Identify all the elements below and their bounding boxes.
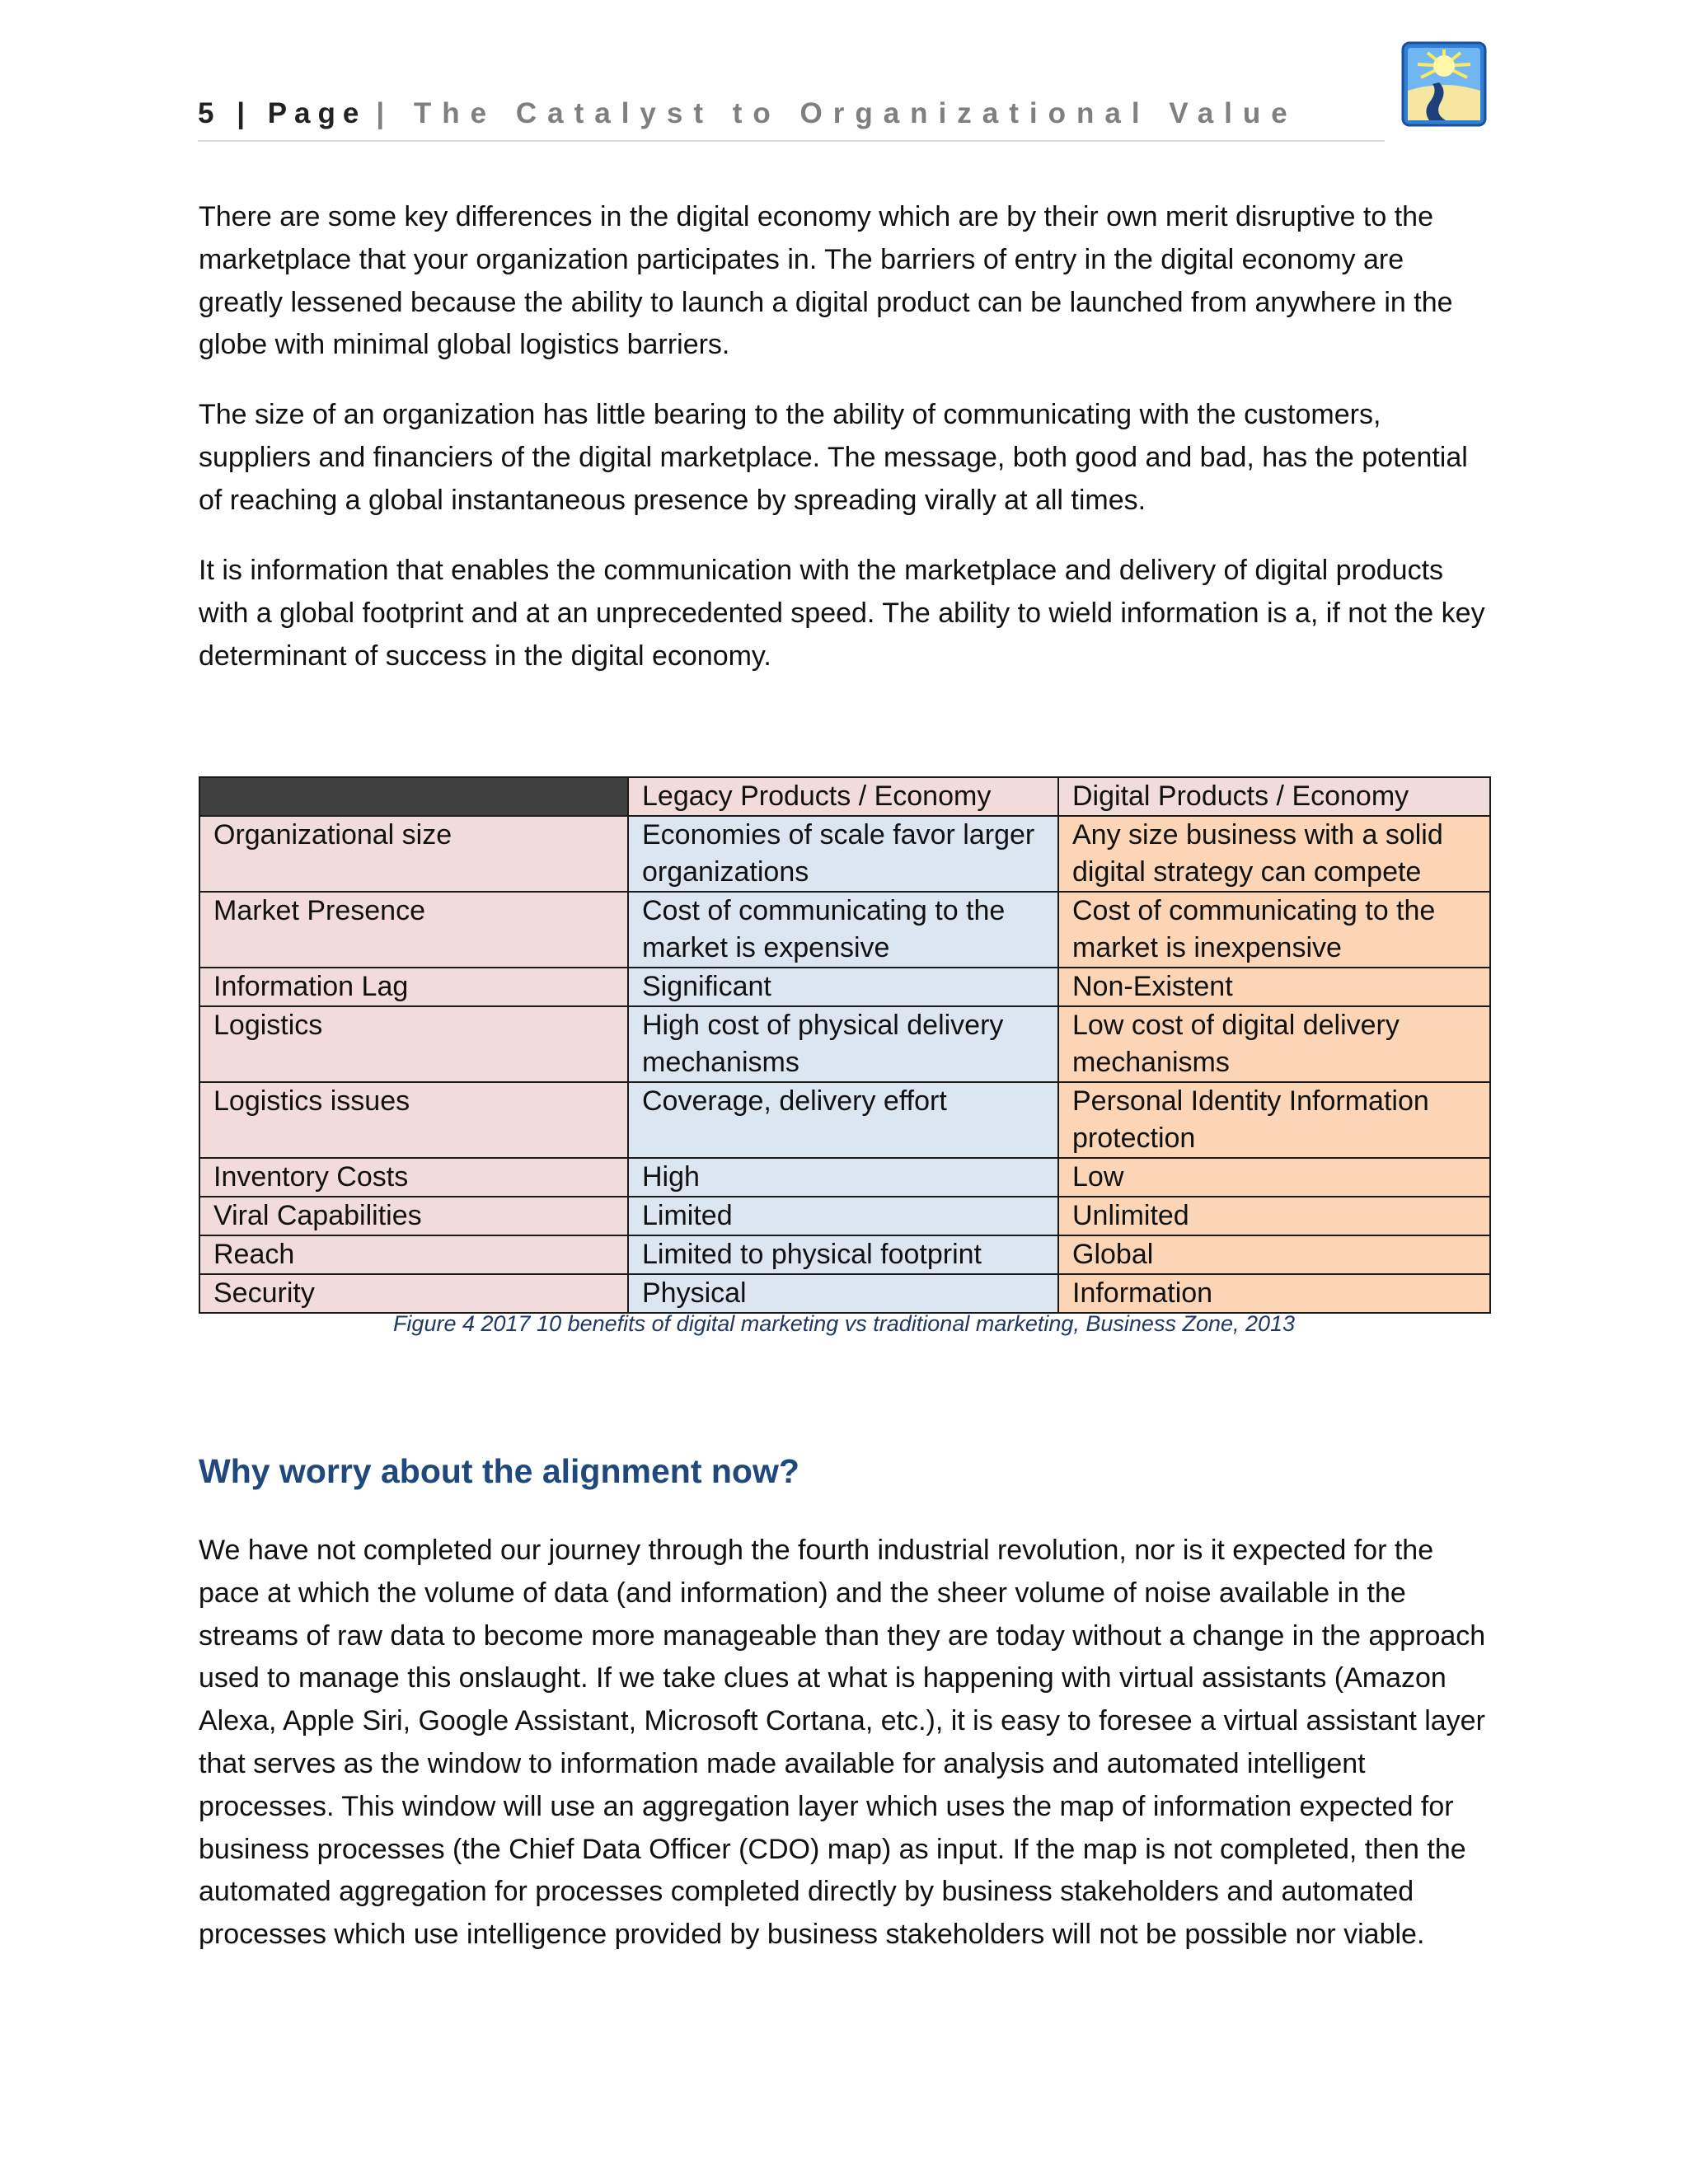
row-label: Inventory Costs: [199, 1158, 628, 1197]
sunrise-road-logo-icon: [1401, 41, 1487, 127]
table-row: [199, 1158, 1490, 1197]
legacy-column-header: Legacy Products / Economy: [628, 777, 1058, 816]
digital-column-header: Digital Products / Economy: [1058, 777, 1490, 816]
legacy-cell: Significant: [628, 968, 1058, 1006]
table-corner-cell: [199, 777, 628, 816]
section-body-paragraph: We have not completed our journey through the fourth industrial revolution, nor is it expected for the pace at which the volume of data (and information) and the sheer volume of noise available in the streams of raw data to become more manageable than they are today without a change in the approach used to manage this onslaught. If we take clues at what is happening with virtual assistants (Amazon Alexa, Apple Siri, Google Assistant, Microsoft Cortana, etc.), it is easy to foresee a virtual assistant layer that serves as the window to information made available for analysis and automated intelligent processes. This window will use an aggregation layer which uses the map of information expected for business processes (the Chief Data Officer (CDO) map) as input. If the map is not completed, then the automated aggregation for processes completed directly by business stakeholders and automated processes which use intelligence provided by business stakeholders will not be possible nor viable.: [199, 1535, 1486, 1951]
digital-cell: Information: [1058, 1274, 1490, 1313]
legacy-cell: Economies of scale favor larger organizations: [628, 816, 1058, 892]
digital-cell: Global: [1058, 1235, 1490, 1274]
row-label: Viral Capabilities: [199, 1197, 628, 1235]
digital-cell: Cost of communicating to the market is inexpensive: [1058, 892, 1490, 968]
digital-cell: Non-Existent: [1058, 968, 1490, 1006]
table-row: [199, 816, 1490, 892]
row-label: Logistics issues: [199, 1082, 628, 1158]
digital-cell: Low cost of digital delivery mechanisms: [1058, 1006, 1490, 1082]
legacy-cell: Cost of communicating to the market is expensive: [628, 892, 1058, 968]
legacy-cell: High: [628, 1158, 1058, 1197]
intro-paragraph-3: It is information that enables the communication with the marketplace and delivery of digital products with a global footprint and at an unprecedented speed. The ability to wield information is a, if not the key determinant of success in the digital economy.: [199, 555, 1485, 672]
page-header: [198, 97, 1385, 142]
row-label: Security: [199, 1274, 628, 1313]
legacy-cell: Coverage, delivery effort: [628, 1082, 1058, 1158]
legacy-vs-digital-table: [199, 776, 1491, 1314]
legacy-cell: High cost of physical delivery mechanisms: [628, 1006, 1058, 1082]
digital-cell: Unlimited: [1058, 1197, 1490, 1235]
header-text: [198, 97, 1298, 130]
legacy-cell: Physical: [628, 1274, 1058, 1313]
table-header-row: [199, 777, 1490, 816]
table-row: [199, 1274, 1490, 1313]
digital-cell: Low: [1058, 1158, 1490, 1197]
figure-caption: Figure 4 2017 10 benefits of digital marketing vs traditional marketing, Business Zone, 2013: [392, 1311, 1296, 1336]
table-row: [199, 892, 1490, 968]
row-label: Market Presence: [199, 892, 628, 968]
intro-paragraph-2: The size of an organization has little bearing to the ability of communicating with the customers, suppliers and financiers of the digital marketplace. The message, both good and bad, has the potential of reaching a global instantaneous presence by spreading virally at all times.: [199, 399, 1468, 516]
digital-cell: Personal Identity Information protection: [1058, 1082, 1490, 1158]
intro-paragraph-1: There are some key differences in the digital economy which are by their own merit disruptive to the marketplace that your organization participates in. The barriers of entry in the digital economy are greatly lessened because the ability to launch a digital product can be launched from anywhere in the globe with minimal global logistics barriers.: [199, 201, 1453, 361]
row-label: Information Lag: [199, 968, 628, 1006]
table-row: [199, 1235, 1490, 1274]
section-heading: Why worry about the alignment now?: [199, 1452, 799, 1490]
table-row: [199, 1197, 1490, 1235]
table-row: [199, 968, 1490, 1006]
row-label: Organizational size: [199, 816, 628, 892]
page-number-label: 5 | Page: [198, 97, 367, 129]
digital-cell: Any size business with a solid digital strategy can compete: [1058, 816, 1490, 892]
legacy-cell: Limited: [628, 1197, 1058, 1235]
table-row: [199, 1082, 1490, 1158]
row-label: Logistics: [199, 1006, 628, 1082]
table-row: [199, 1006, 1490, 1082]
row-label: Reach: [199, 1235, 628, 1274]
legacy-cell: Limited to physical footprint: [628, 1235, 1058, 1274]
document-title: | The Catalyst to Organizational Value: [376, 97, 1298, 129]
